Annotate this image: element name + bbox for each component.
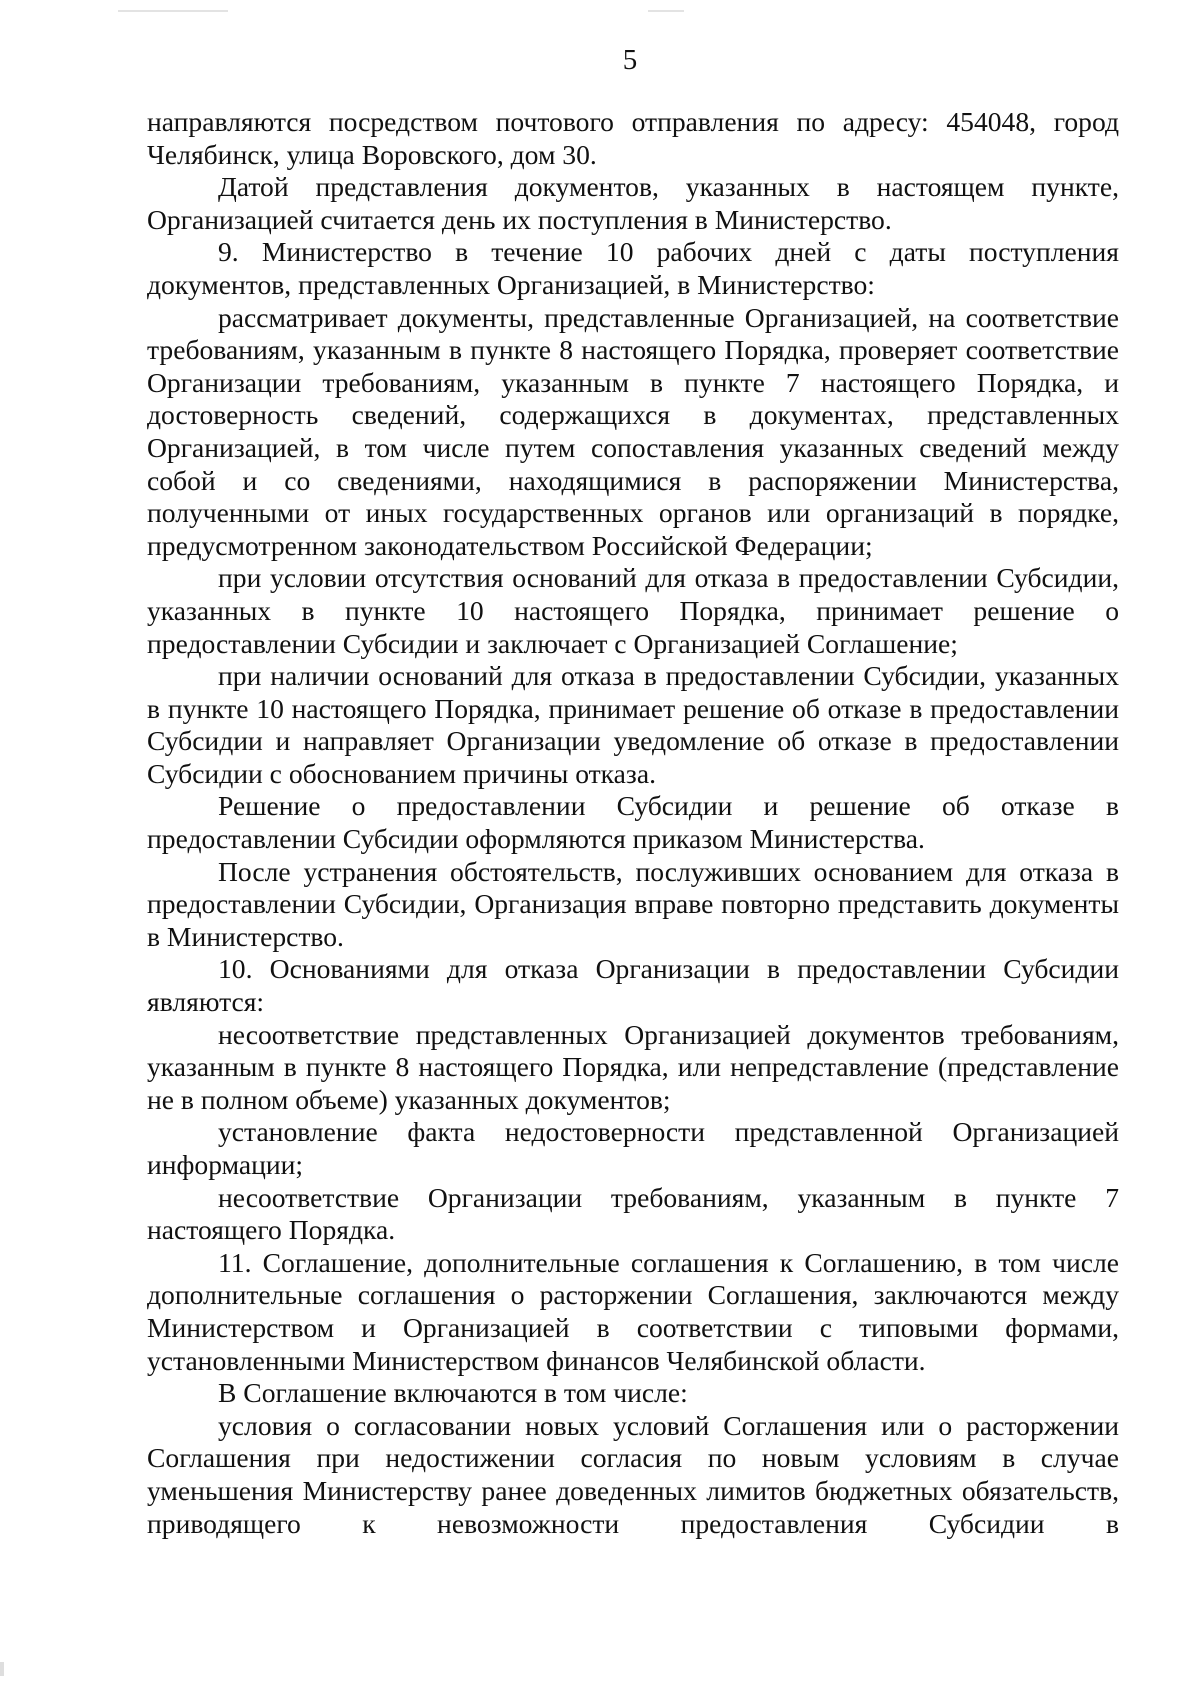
paragraph-resubmission: После устранения обстоятельств, послуживших основанием для отказа в предоставлении Субсидии, Организация вправе повторно представить документы в Министерство.: [147, 855, 1119, 952]
paragraph-review-documents: рассматривает документы, представленные Организацией, на соответствие требованиям, указанным в пункте 8 настоящего Порядка, проверяет соответствие Организации требованиям, указанным в пункте 7 настоящего Порядка, и достоверность сведений, содержащихся в документах, представленных Организацией, в том числе путем сопоставления указанных сведений между собой и со сведениями, находящимися в распоряжении Министерства, полученными от иных государственных органов или организаций в порядке, предусмотренном законодательством Российской Федерации;: [147, 301, 1119, 561]
paragraph-item-10: 10. Основаниями для отказа Организации в предоставлении Субсидии являются:: [147, 953, 1119, 1018]
scan-artifact-top-left: [118, 10, 228, 12]
document-body: [147, 106, 1119, 1540]
paragraph-refusal-ground-1: несоответствие представленных Организацией документов требованиям, указанным в пункте 8 настоящего Порядка, или непредставление (представление не в полном объеме) указанных документов;: [147, 1018, 1119, 1115]
paragraph-decision-grant: при условии отсутствия оснований для отказа в предоставлении Субсидии, указанных в пункте 10 настоящего Порядка, принимает решение о предоставлении Субсидии и заключает с Организацией Соглашение;: [147, 562, 1119, 659]
paragraph-item-11: 11. Соглашение, дополнительные соглашения к Соглашению, в том числе дополнительные соглашения о расторжении Соглашения, заключаются между Министерством и Организацией в соответствии с типовыми формами, установленными Министерством финансов Челябинской области.: [147, 1246, 1119, 1376]
paragraph-agreement-conditions: условия о согласовании новых условий Соглашения или о расторжении Соглашения при недостижении согласия по новым условиям в случае уменьшения Министерству ранее доведенных лимитов бюджетных обязательств, приводящего к невозможности предоставления Субсидии в: [147, 1409, 1119, 1539]
paragraph-agreement-includes: В Соглашение включаются в том числе:: [218, 1377, 688, 1409]
page-number: 5: [622, 44, 638, 76]
scan-artifact-top-center: [648, 10, 684, 12]
paragraph-refusal-ground-2: установление факта недостоверности представленной Организацией информации;: [147, 1116, 1119, 1180]
paragraph-refusal-ground-3: несоответствие Организации требованиям, указанным в пункте 7 настоящего Порядка.: [147, 1181, 1119, 1246]
paragraph-item-9: 9. Министерство в течение 10 рабочих дней с даты поступления документов, представленных Организацией, в Министерство:: [147, 236, 1119, 300]
paragraph-address-continuation: направляются посредством почтового отправления по адресу: 454048, город Челябинск, улица Воровского, дом 30.: [147, 106, 1119, 170]
paragraph-submission-date: Датой представления документов, указанных в настоящем пункте, Организацией считается день их поступления в Министерство.: [147, 171, 1119, 235]
scan-artifact-left-edge: [0, 1662, 4, 1676]
paragraph-decision-refusal: при наличии оснований для отказа в предоставлении Субсидии, указанных в пункте 10 настоящего Порядка, принимает решение об отказе в предоставлении Субсидии и направляет Организации уведомление об отказе в предоставлении Субсидии с обоснованием причины отказа.: [147, 660, 1119, 789]
paragraph-decision-order: Решение о предоставлении Субсидии и решение об отказе в предоставлении Субсидии оформляются приказом Министерства.: [147, 790, 1119, 855]
